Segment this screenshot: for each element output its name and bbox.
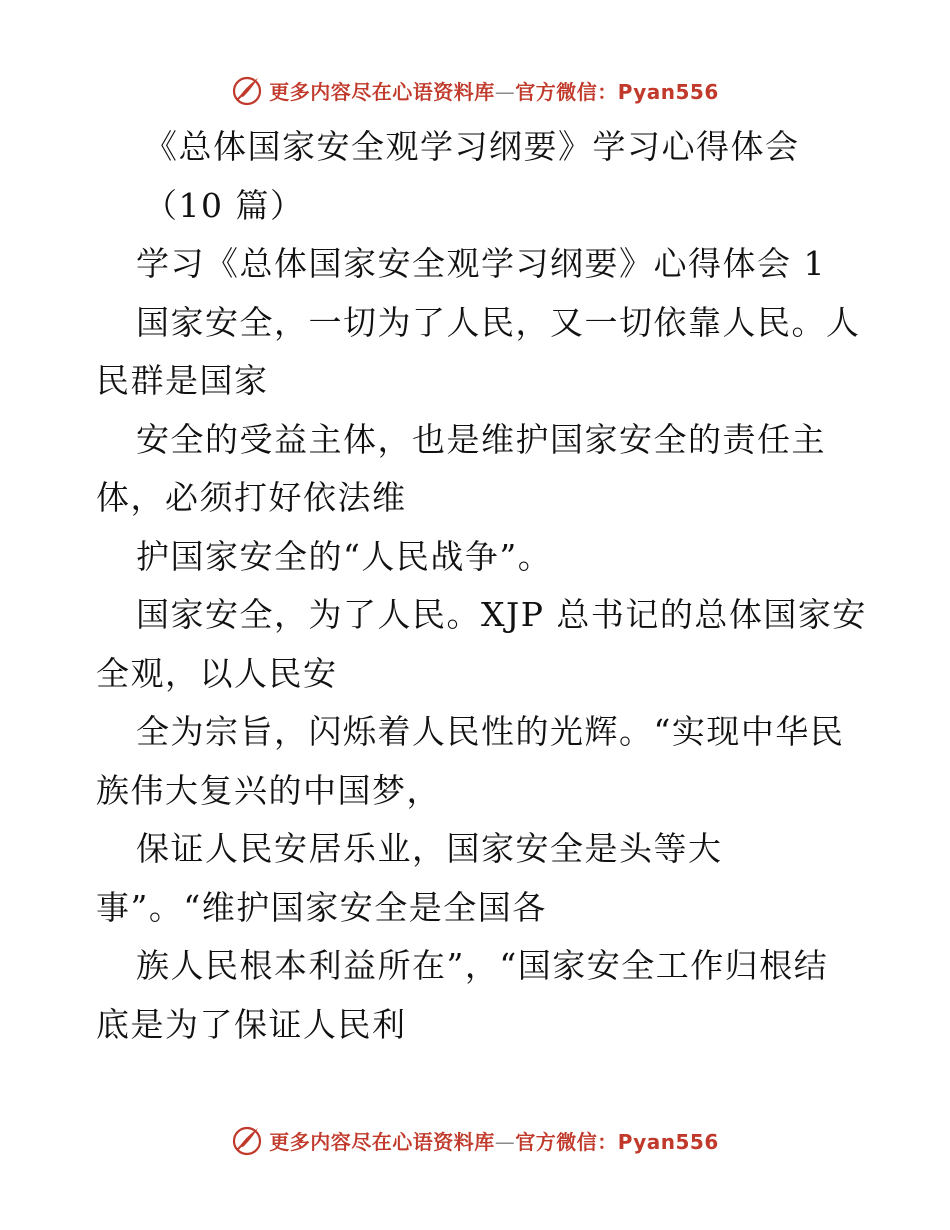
quill-logo-icon — [231, 1124, 263, 1156]
footer-brand-text: 更多内容尽在心语资料库 — [269, 1129, 495, 1154]
paragraph-line: 底是为了保证人民利 — [96, 1004, 407, 1044]
paragraph-line: 事”。“维护国家安全是全国各 — [96, 887, 547, 927]
header-contact-label: 官方微信： — [515, 79, 618, 104]
header-banner — [0, 70, 950, 110]
section-heading: 学习《总体国家安全观学习纲要》心得体会 1 — [136, 244, 826, 283]
footer-contact-label: 官方微信： — [515, 1129, 618, 1154]
doc-title-line-1: 《总体国家安全观学习纲要》学习心得体会 — [144, 127, 800, 166]
header-banner-text — [269, 76, 719, 105]
paragraph-line: 护国家安全的“人民战争”。 — [136, 536, 553, 576]
paragraph-line: 民群是国家 — [96, 361, 269, 400]
footer-banner-text — [269, 1126, 719, 1155]
header-brand-text: 更多内容尽在心语资料库 — [269, 79, 495, 104]
footer-contact-value: Pyan556 — [617, 1129, 719, 1154]
header-contact-value: Pyan556 — [617, 79, 719, 104]
paragraph-line: 族人民根本利益所在”，“国家安全工作归根结 — [136, 946, 829, 985]
paragraph-line: 保证人民安居乐业，国家安全是头等大 — [136, 829, 723, 868]
paragraph-line: 全为宗旨，闪烁着人民性的光辉。“实现中华民 — [136, 712, 845, 751]
paragraph-line: 族伟大复兴的中国梦， — [96, 770, 441, 810]
doc-title-line-2: （10 篇） — [144, 185, 305, 225]
paragraph-line: 体，必须打好依法维 — [96, 478, 407, 517]
quill-logo-icon — [231, 74, 263, 106]
footer-banner — [0, 1120, 950, 1160]
paragraph-line: 国家安全，为了人民。XJP 总书记的总体国家安 — [136, 595, 867, 634]
paragraph-line: 全观，以人民安 — [96, 653, 338, 693]
paragraph-line: 国家安全，一切为了人民，又一切依靠人民。人 — [136, 302, 861, 342]
header-separator: — — [494, 79, 516, 104]
document-body — [96, 118, 867, 1054]
footer-separator: — — [494, 1129, 516, 1154]
paragraph-line: 安全的受益主体，也是维护国家安全的责任主 — [136, 419, 826, 459]
